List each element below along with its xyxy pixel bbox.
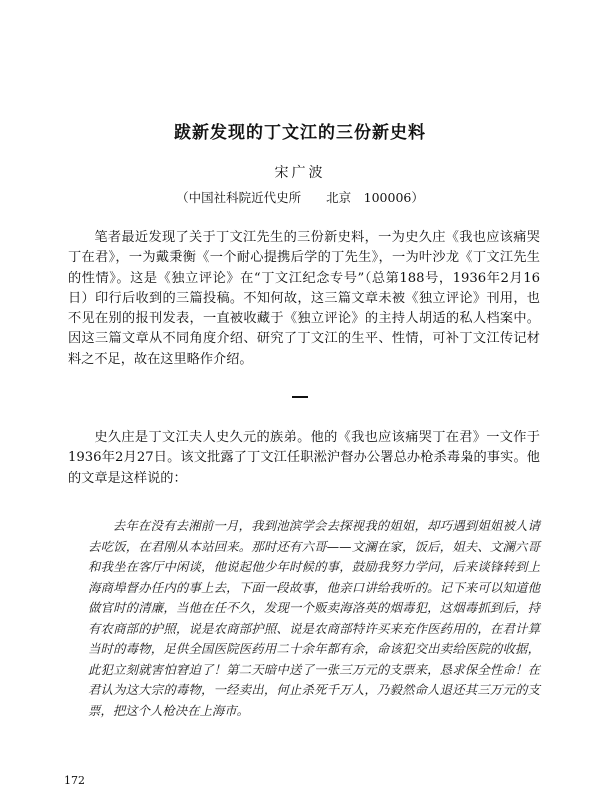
page-number: 172: [64, 774, 85, 787]
author-affiliation: （中国社科院近代史所 北京 100006）: [176, 190, 424, 205]
intro-paragraph: 笔者最近发现了关于丁文江先生的三份新史料，一为史久庄《我也应该痛哭丁在君》，一为戴秉衡《一个耐心提携后学的丁先生》，一为叶沙龙《丁文江先生的性情》。这是《独立评论》在“丁文江纪念专号”（总第188号，1936年2月16日）印行后收到的三篇投稿。不知何故，这三篇文章未被《独立评论》刊用，也不见在别的报刊发表，一直被收藏于《独立评论》的主持人胡适的私人档案中。因这三篇文章从不同角度介绍、研究了丁文江的生平、性情，可补丁文江传记材料之不足，故在这里略作介绍。: [68, 230, 540, 367]
block-quote: 去年在没有去湘前一月，我到池滨学会去探视我的姐姐，却巧遇到姐姐被人请去吃饭，在君刚从本站回来。那时还有六哥——文澜在家，饭后，姐夫、文澜六哥和我坐在客厅中闲谈，他说起他少年时候的事，鼓励我努力学问，后来谈锋转到上海商埠督办任内的事上去，下面一段故事，他亲口讲给我听的。记下来可以知道他做官时的清廉，当他在任不久，发现一个贩卖海洛英的烟毒犯，这烟毒抓到后，持有农商部的护照，说是农商部护照、说是农商部特许买来充作医药用的，在君计算当时的毒物，足供全国医院医药用二十余年都有余，命该犯交出卖给医院的收据，此犯立刻就害怕窘迫了！第二天暗中送了一张三万元的支票来，恳求保全性命！在君认为这大宗的毒物，一经卖出，何止杀死千万人，乃毅然命人退还其三万元的支票，把这个人枪决在上海市。: [88, 518, 540, 718]
body-paragraph: 史久庄是丁文江夫人史久元的族弟。他的《我也应该痛哭丁在君》一文作于1936年2月27日。该文批露了丁文江任职淞沪督办公署总办枪杀毒枭的事实。他的文章是这样说的：: [68, 430, 540, 486]
author-name: 宋广波: [274, 165, 326, 181]
article-title: 跋新发现的丁文江的三份新史料: [174, 123, 426, 143]
section-number: [292, 396, 308, 398]
